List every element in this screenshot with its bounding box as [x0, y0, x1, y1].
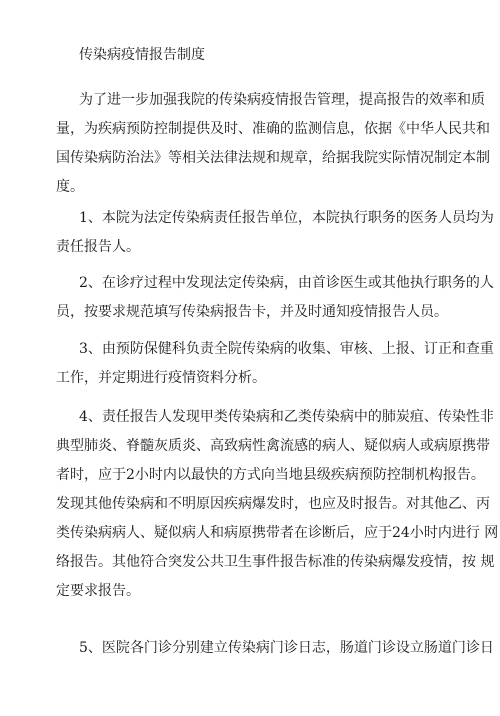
paragraph-line: 度。	[56, 179, 84, 195]
paragraph-line: 类传染病病人、疑似病人和病原携带者在诊断后，应于24小时内进行 网	[56, 525, 499, 541]
paragraph-item-4	[56, 403, 499, 606]
paragraph-line: 3、由预防保健科负责全院传染病的收集、审核、上报、订正和查重	[79, 341, 494, 357]
paragraph-line: 为了进一步加强我院的传染病疫情报告管理，提高报告的效率和质	[79, 92, 485, 108]
paragraph-line: 责任报告人。	[56, 239, 140, 255]
paragraph-line: 5、医院各门诊分别建立传染病门诊日志，肠道门诊设立肠道门诊日	[79, 640, 494, 656]
paragraph-line: 发现其他传染病和不明原因疾病爆发时，也应及时报告。对其他乙、丙	[56, 496, 490, 512]
paragraph-line: 典型肺炎、脊髓灰质炎、高致病性禽流感的病人、疑似病人或病原携带	[56, 438, 490, 454]
paragraph-line: 4、责任报告人发现甲类传染病和乙类传染病中的肺炭疽、传染性非	[79, 409, 494, 425]
paragraph-line: 国传染病防治法》等相关法律法规和规章，给据我院实际情况制定本制	[56, 150, 490, 166]
paragraph-line: 2、在诊疗过程中发现法定传染病，由首诊医生或其他执行职务的人	[79, 275, 494, 291]
paragraph-item-1	[56, 204, 494, 262]
document-title: 传染病疫情报告制度	[79, 47, 205, 63]
paragraph-line: 定要求报告。	[56, 583, 140, 599]
paragraph-line: 员，按要求规范填写传染病报告卡，并及时通知疫情报告人员。	[56, 304, 448, 320]
paragraph-item-3	[56, 335, 494, 393]
paragraph-line: 量，为疾病预防控制提供及时、准确的监测信息，依据《中华人民共和	[56, 121, 490, 137]
paragraph-line: 者时，应于2小时内以最快的方式向当地县级疾病预防控制机构报告。	[56, 467, 485, 483]
paragraph-line: 工作，并定期进行疫情资料分析。	[56, 370, 266, 386]
paragraph-line: 络报告。其他符合突发公共卫生事件报告标准的传染病爆发疫情，按 规	[56, 554, 495, 570]
paragraph-intro	[56, 86, 490, 202]
paragraph-item-2	[56, 269, 494, 327]
paragraph-item-5	[56, 634, 494, 663]
paragraph-line: 1、本院为法定传染病责任报告单位，本院执行职务的医务人员均为	[79, 210, 494, 226]
